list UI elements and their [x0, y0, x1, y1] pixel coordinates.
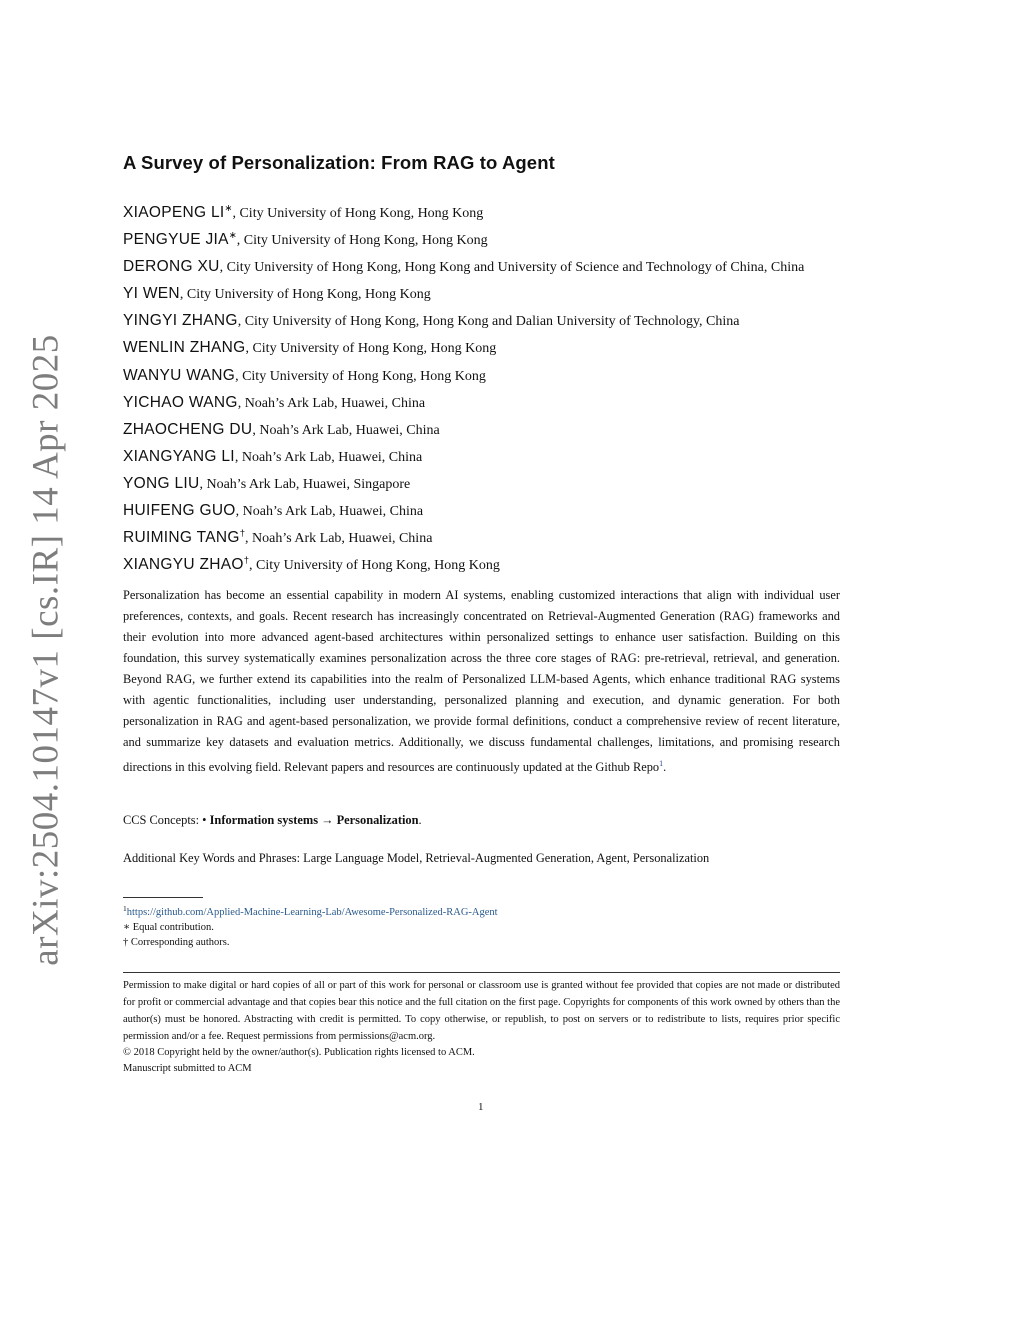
- author-name: ZHAOCHENG DU: [123, 420, 253, 438]
- author-affiliation: , City University of Hong Kong, Hong Kong: [232, 206, 484, 221]
- github-repo-link[interactable]: https://github.com/Applied-Machine-Learning-Lab/Awesome-Personalized-RAG-Agent: [126, 907, 498, 918]
- footnotes: [123, 901, 498, 950]
- author-line: [123, 360, 853, 387]
- ccs-term: Information systems → Personalization: [209, 813, 419, 827]
- author-name: PENGYUE JIA∗: [123, 230, 237, 249]
- author-line: [123, 224, 853, 251]
- author-line: [123, 522, 853, 549]
- author-affiliation: , City University of Hong Kong, Hong Kong: [235, 368, 486, 384]
- author-affiliation: , Noah’s Ark Lab, Huawei, China: [237, 395, 426, 411]
- manuscript-line: Manuscript submitted to ACM: [123, 1063, 252, 1074]
- paper-title: A Survey of Personalization: From RAG to Agent: [123, 152, 555, 173]
- author-name: WENLIN ZHANG: [123, 339, 246, 357]
- author-list: [123, 197, 853, 576]
- copyright-line: © 2018 Copyright held by the owner/author(s). Publication rights licensed to ACM.: [123, 1047, 475, 1058]
- author-name: XIANGYANG LI: [123, 447, 235, 465]
- copyright-block: [123, 1045, 475, 1077]
- author-line: [123, 332, 853, 359]
- footnote-equal-contribution: ∗ Equal contribution.: [123, 922, 214, 933]
- arxiv-identifier: arXiv:2504.10147v1 [cs.IR] 14 Apr 2025: [25, 334, 67, 966]
- author-name: YI WEN: [123, 285, 180, 303]
- footnote-divider: [123, 897, 203, 898]
- author-name: XIANGYU ZHAO†: [123, 555, 250, 574]
- author-affiliation: , Noah’s Ark Lab, Huawei, China: [245, 531, 433, 547]
- author-name: YINGYI ZHANG: [123, 312, 238, 330]
- author-affiliation: , Noah’s Ark Lab, Huawei, China: [235, 504, 424, 520]
- footnote-corresponding: † Corresponding authors.: [123, 937, 230, 948]
- author-line: [123, 495, 853, 522]
- author-affiliation: , City University of Hong Kong, Hong Kong: [245, 341, 497, 357]
- footnote-ref-link[interactable]: 1: [659, 759, 664, 768]
- author-affiliation: , City University of Hong Kong, Hong Kong: [236, 233, 488, 249]
- author-line: [123, 305, 853, 332]
- author-line: [123, 387, 853, 414]
- author-name: YONG LIU: [123, 474, 200, 492]
- author-line: [123, 468, 853, 495]
- abstract: Personalization has become an essential capability in modern AI systems, enabling customized interactions that align with individual user preferences, contexts, and goals. Recent research has increasingly concentrated on Retrieval-Augmented Generation (RAG) frameworks and their evolution into more advanced agent-based architectures within personalized settings to enhance user satisfaction. Building on this foundation, this survey systematically examines personalization across the three core stages of RAG: pre-retrieval, retrieval, and generation. Beyond RAG, we further extend its capabilities into the realm of Personalized LLM-based Agents, which enhance traditional RAG systems with agentic functionalities, including user understanding, personalized planning and execution, and dynamic generation. For both personalization in RAG and agent-based personalization, we provide formal definitions, conduct a comprehensive review of recent literature, and summarize key datasets and evaluation metrics. Additionally, we discuss fundamental challenges, limitations, and promising research directions in this evolving field. Relevant papers and resources are continuously updated at the Github Repo$^1$.: [123, 588, 840, 774]
- author-name: HUIFENG GUO: [123, 502, 236, 520]
- permission-divider: [123, 972, 840, 973]
- keywords: Additional Key Words and Phrases: Large Language Model, Retrieval-Augmented Generation, Agent, Personalization: [123, 851, 710, 865]
- author-affiliation: , City University of Hong Kong, Hong Kong: [249, 558, 500, 574]
- author-affiliation: , City University of Hong Kong, Hong Kong and University of Science and Technology of China, China: [219, 260, 805, 276]
- permission-notice: Permission to make digital or hard copies of all or part of this work for personal or classroom use is granted without fee provided that copies are not made or distributed for profit or commercial advantage and that copies bear this notice and the full citation on the first page. Copyrights for components of this work owned by others than the author(s) must be honored. Abstracting with credit is permitted. To copy otherwise, or republish, to post on servers or to redistribute to lists, requires prior specific permission and/or a fee. Request permissions from permissions@acm.org.: [123, 980, 840, 1042]
- author-line: [123, 197, 853, 224]
- author-affiliation: , City University of Hong Kong, Hong Kong and Dalian University of Technology, China: [237, 314, 740, 330]
- author-name: WANYU WANG: [123, 366, 236, 384]
- footnote-repo: $^1$https://github.com/Applied-Machine-Learning-Lab/Awesome-Personalized-RAG-Agent: [123, 904, 498, 918]
- page-number: 1: [478, 1101, 484, 1113]
- author-affiliation: , Noah’s Ark Lab, Huawei, China: [252, 422, 440, 438]
- author-name: XIAOPENG LI∗: [123, 203, 233, 221]
- author-affiliation: , Noah’s Ark Lab, Huawei, China: [234, 449, 423, 465]
- author-line: [123, 414, 853, 441]
- author-line: [123, 549, 853, 576]
- author-affiliation: , City University of Hong Kong, Hong Kong: [179, 287, 431, 303]
- author-affiliation: , Noah’s Ark Lab, Huawei, Singapore: [199, 476, 411, 492]
- author-name: RUIMING TANG†: [123, 528, 245, 547]
- author-line: [123, 251, 853, 278]
- author-line: [123, 278, 853, 305]
- author-name: DERONG XU: [123, 258, 220, 276]
- ccs-concepts: CCS Concepts: • Information systems → Personalization.: [123, 813, 422, 827]
- author-line: [123, 441, 853, 468]
- author-name: YICHAO WANG: [123, 393, 238, 411]
